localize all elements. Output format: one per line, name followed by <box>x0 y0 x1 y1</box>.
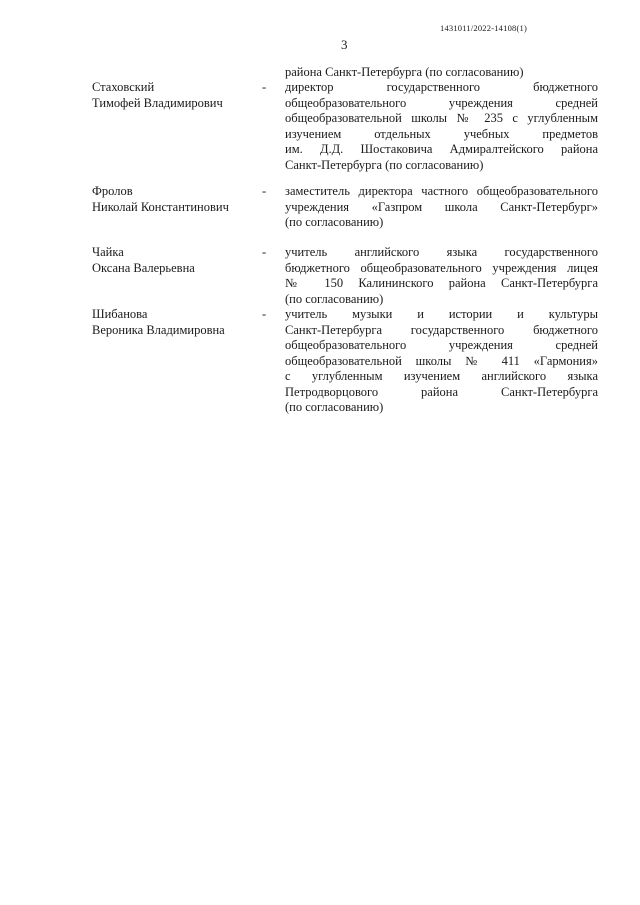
position-line: с углубленным изучением английского языка <box>285 369 598 383</box>
dash-separator: - <box>262 184 267 198</box>
member-given-names: Тимофей Владимирович <box>92 95 223 110</box>
position-line: учреждения «Газпром школа Санкт-Петербург» <box>285 199 598 214</box>
position-line: (по согласованию) <box>285 291 384 306</box>
position-line: (по согласованию) <box>285 400 384 414</box>
position-line: Петродворцового района Санкт-Петербурга <box>285 384 598 399</box>
dash-separator: - <box>262 245 267 259</box>
position-line: изучением отдельных учебных предметов <box>285 126 598 141</box>
member-name <box>92 184 262 215</box>
page-number: 3 <box>341 37 348 52</box>
member-position <box>285 80 598 173</box>
position-line: (по согласованию) <box>285 215 384 229</box>
member-position <box>285 245 598 307</box>
document-number: 1431011/2022-14108(1) <box>440 23 527 33</box>
dash-separator: - <box>262 307 267 321</box>
position-line: бюджетного общеобразовательного учреждения лицея <box>285 260 598 275</box>
member-position <box>285 307 598 416</box>
member-given-names: Вероника Владимировна <box>92 322 225 337</box>
dash-separator: - <box>262 80 267 94</box>
position-line: заместитель директора частного общеобразовательного <box>285 184 598 198</box>
continuation-text: района Санкт-Петербурга (по согласованию) <box>285 65 524 79</box>
position-line: № 150 Калининского района Санкт-Петербурга <box>285 276 598 290</box>
member-name <box>92 307 262 338</box>
position-line: им. Д.Д. Шостаковича Адмиралтейского района <box>285 142 598 156</box>
position-line: общеобразовательного учреждения средней <box>285 95 598 110</box>
position-line: учитель музыки и истории и культуры <box>285 307 598 321</box>
member-position <box>285 184 598 231</box>
position-line: общеобразовательной школы № 411 «Гармония» <box>285 353 598 368</box>
position-line: общеобразовательной школы № 235 с углубленным <box>285 111 598 125</box>
member-surname: Фролов <box>92 184 133 198</box>
member-given-names: Оксана Валерьевна <box>92 260 195 275</box>
member-surname: Стаховский <box>92 80 155 94</box>
member-name <box>92 245 262 276</box>
member-given-names: Николай Константинович <box>92 199 229 214</box>
position-line: директор государственного бюджетного <box>285 80 598 94</box>
member-name <box>92 80 262 111</box>
position-line: общеобразовательного учреждения средней <box>285 338 598 352</box>
member-surname: Шибанова <box>92 307 148 321</box>
member-surname: Чайка <box>92 245 124 259</box>
position-line: Санкт-Петербурга государственного бюджетного <box>285 322 598 337</box>
position-line: Санкт-Петербурга (по согласованию) <box>285 157 484 172</box>
position-line: учитель английского языка государственного <box>285 245 598 259</box>
